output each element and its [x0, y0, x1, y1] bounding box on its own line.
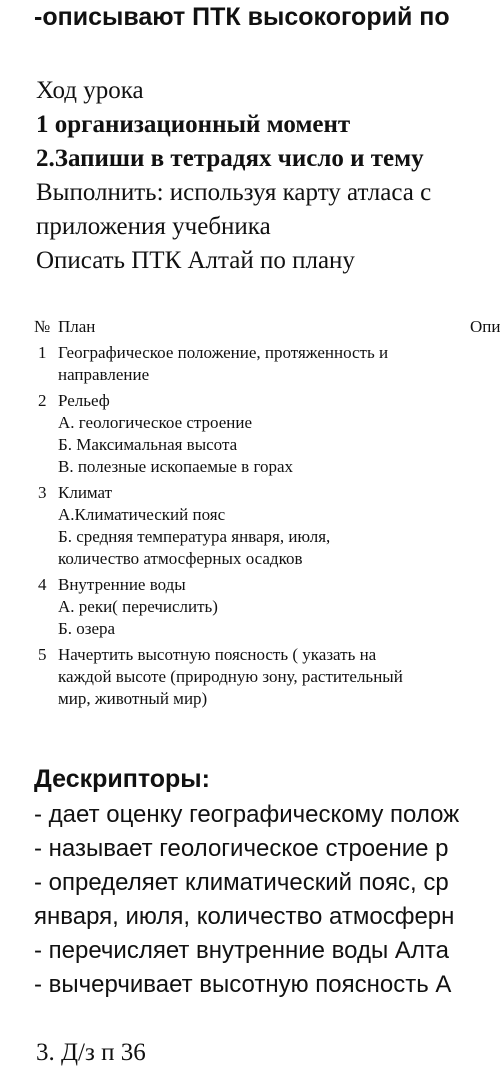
row-text: Климат [58, 483, 113, 502]
task-line-2: приложения учебника [36, 213, 271, 240]
row-text: А.Климатический пояс [58, 505, 226, 524]
row-text: Географическое положение, протяженность и [58, 343, 389, 362]
row-text: мир, животный мир) [58, 689, 208, 708]
row-number: 4 [38, 575, 47, 594]
row-text: Рельеф [58, 391, 110, 410]
table-row [34, 644, 500, 710]
row-text: Начертить высотную поясность ( указать на [58, 645, 377, 664]
row-text: А. реки( перечислить) [58, 597, 218, 616]
column-description: Опи [470, 317, 500, 336]
descriptor-item: января, июля, количество атмосферн [34, 903, 455, 930]
task-line-3: Описать ПТК Алтай по плану [36, 247, 355, 274]
row-text: А. геологическое строение [58, 413, 253, 432]
table-row [34, 342, 500, 386]
row-text: Б. озера [58, 619, 116, 638]
homework: 3. Д/з п 36 [36, 1039, 146, 1066]
row-text: В. полезные ископаемые в горах [58, 457, 294, 476]
column-plan: План [58, 317, 96, 336]
column-number: № [34, 317, 51, 336]
row-text: каждой высоте (природную зону, растительный [58, 667, 403, 686]
row-text: Б. Максимальная высота [58, 435, 238, 454]
descriptor-item: - вычерчивает высотную поясность А [34, 971, 452, 998]
row-text: Внутренние воды [58, 575, 186, 594]
step-2: 2.Запиши в тетрадях число и тему [36, 145, 424, 172]
plan-table [34, 316, 500, 714]
table-row [34, 574, 500, 640]
row-number: 5 [38, 645, 47, 664]
row-text: Б. средняя температура января, июля, [58, 527, 331, 546]
descriptor-item: - перечисляет внутренние воды Алта [34, 937, 449, 964]
table-row [34, 390, 500, 478]
row-number: 2 [38, 391, 47, 410]
lesson-heading: Ход урока [36, 77, 144, 104]
task-line-1: Выполнить: используя карту атласа с [36, 179, 432, 206]
descriptor-item: - определяет климатический пояс, ср [34, 869, 449, 896]
table-row [34, 482, 500, 570]
descriptors-title: Дескрипторы: [34, 765, 210, 793]
step-1: 1 организационный момент [36, 111, 351, 138]
row-text: направление [58, 365, 150, 384]
descriptor-item: - дает оценку географическому полож [34, 801, 460, 828]
header-line: -описывают ПТК высокогорий по [34, 3, 450, 31]
row-number: 3 [38, 483, 47, 502]
table-header [34, 316, 500, 342]
row-text: количество атмосферных осадков [58, 549, 303, 568]
row-number: 1 [38, 343, 47, 362]
descriptor-item: - называет геологическое строение р [34, 835, 449, 862]
